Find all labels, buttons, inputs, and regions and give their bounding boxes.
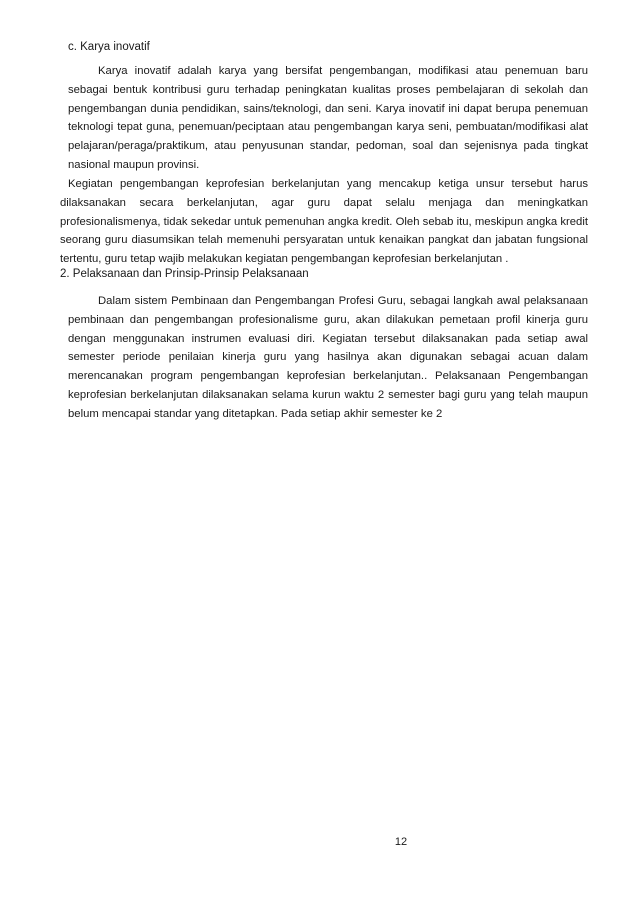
section-c-paragraph: Karya inovatif adalah karya yang bersifat pengembangan, modifikasi atau penemuan baru sebagai bentuk kontribusi guru terhadap peningkatan kualitas proses pembelajaran di sekolah dan pengembangan dunia pendidikan, sains/teknologi, dan seni. Karya inovatif ini dapat berupa penemuan teknologi tepat guna, penemuan/peciptaan atau pengembangan karya seni, pembuatan/modifikasi alat pelajaran/peraga/praktikum, atau penyusunan standar, pedoman, soal dan sejenisnya pada tingkat nasional maupun provinsi.	[68, 65, 588, 171]
page-number: 12	[394, 836, 408, 848]
section-c-heading: c. Karya inovatif	[68, 41, 150, 53]
summary-paragraph: Kegiatan pengembangan keprofesian berkelanjutan yang mencakup ketiga unsur tersebut harus dilaksanakan secara berkelanjutan, agar guru dapat selalu menjaga dan meningkatkan profesionalismenya, tidak sekedar untuk pemenuhan angka kredit. Oleh sebab itu, meskipun angka kredit seorang guru diasumsikan telah memenuhi persyaratan untuk kenaikan pangkat dan jabatan fungsional tertentu, guru tetap wajib melakukan kegiatan pengembangan keprofesian berkelanjutan .	[60, 178, 588, 266]
section-2-paragraph: Dalam sistem Pembinaan dan Pengembangan Profesi Guru, sebagai langkah awal pelaksanaan pembinaan dan pengembangan profesionalisme guru, akan dilakukan pemetaan profil kinerja guru dengan menggunakan instrumen evaluasi diri. Kegiatan tersebut dilaksanakan pada setiap awal semester periode penilaian kinerja guru yang hasilnya akan digunakan sebagai acuan dalam merencanakan program pengembangan keprofesian berkelanjutan.. Pelaksanaan Pengembangan keprofesian berkelanjutan dilaksanakan selama kurun waktu 2 semester bagi guru yang telah maupun belum mencapai standar yang ditetapkan. Pada setiap akhir semester ke 2	[68, 295, 588, 420]
section-2-heading: 2. Pelaksanaan dan Prinsip-Prinsip Pelaksanaan	[60, 268, 309, 280]
